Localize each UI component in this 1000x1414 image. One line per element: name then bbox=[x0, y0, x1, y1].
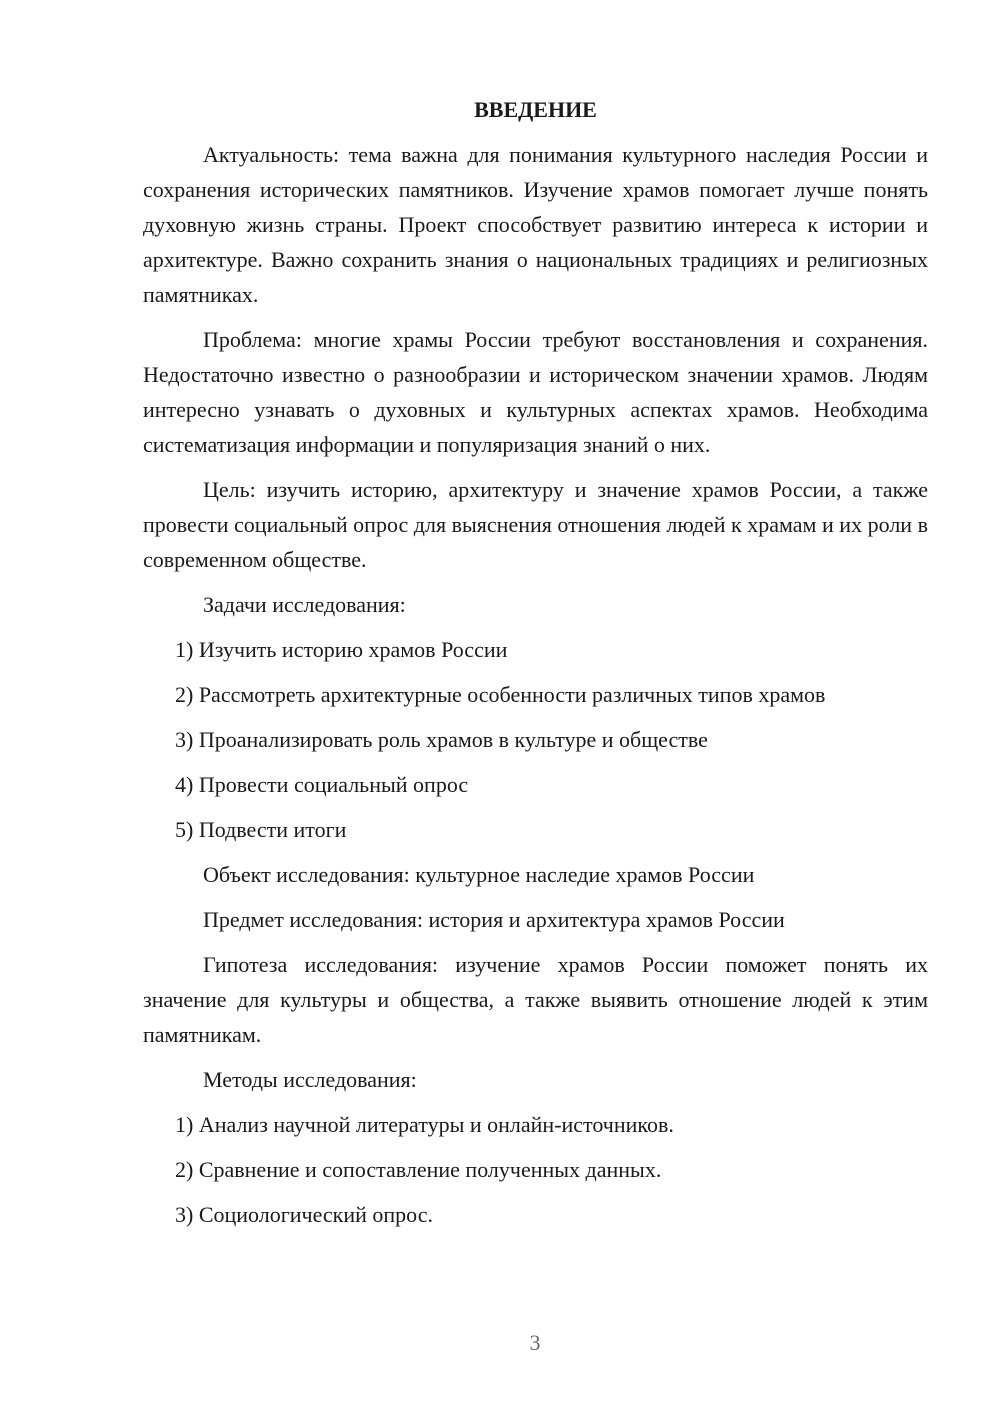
section-heading: ВВЕДЕНИЕ bbox=[474, 97, 597, 122]
method-item: 3) Социологический опрос. bbox=[175, 1202, 433, 1227]
task-item: 4) Провести социальный опрос bbox=[175, 772, 469, 797]
subject-paragraph: Предмет исследования: история и архитектура храмов России bbox=[203, 907, 785, 932]
method-item: 2) Сравнение и сопоставление полученных данных. bbox=[175, 1157, 662, 1182]
task-item: 2) Рассмотреть архитектурные особенности различных типов храмов bbox=[175, 682, 826, 707]
document-body bbox=[143, 92, 928, 1242]
problem-paragraph: Проблема: многие храмы России требуют восстановления и сохранения. Недостаточно известно о разнообразии и историческом значении храмов. Людям интересно узнавать о духовных и культурных аспектах храмов. Необходима систематизация информации и популяризация знаний о них. bbox=[143, 327, 928, 457]
task-item: 1) Изучить историю храмов России bbox=[175, 637, 508, 662]
hypothesis-paragraph: Гипотеза исследования: изучение храмов России поможет понять их значение для культуры и общества, а также выявить отношение людей к этим памятникам. bbox=[143, 952, 928, 1047]
goal-paragraph: Цель: изучить историю, архитектуру и значение храмов России, а также провести социальный опрос для выяснения отношения людей к храмам и их роли в современном обществе. bbox=[143, 477, 928, 572]
page-number: 3 bbox=[529, 1330, 541, 1355]
tasks-title: Задачи исследования: bbox=[203, 592, 406, 617]
task-item: 3) Проанализировать роль храмов в культуре и обществе bbox=[175, 727, 708, 752]
methods-title: Методы исследования: bbox=[203, 1067, 417, 1092]
object-paragraph: Объект исследования: культурное наследие храмов России bbox=[203, 862, 755, 887]
task-item: 5) Подвести итоги bbox=[175, 817, 347, 842]
relevance-paragraph: Актуальность: тема важна для понимания культурного наследия России и сохранения исторических памятников. Изучение храмов помогает лучше понять духовную жизнь страны. Проект способствует развитию интереса к истории и архитектуре. Важно сохранить знания о национальных традициях и религиозных памятниках. bbox=[143, 142, 928, 307]
method-item: 1) Анализ научной литературы и онлайн-источников. bbox=[175, 1112, 674, 1137]
